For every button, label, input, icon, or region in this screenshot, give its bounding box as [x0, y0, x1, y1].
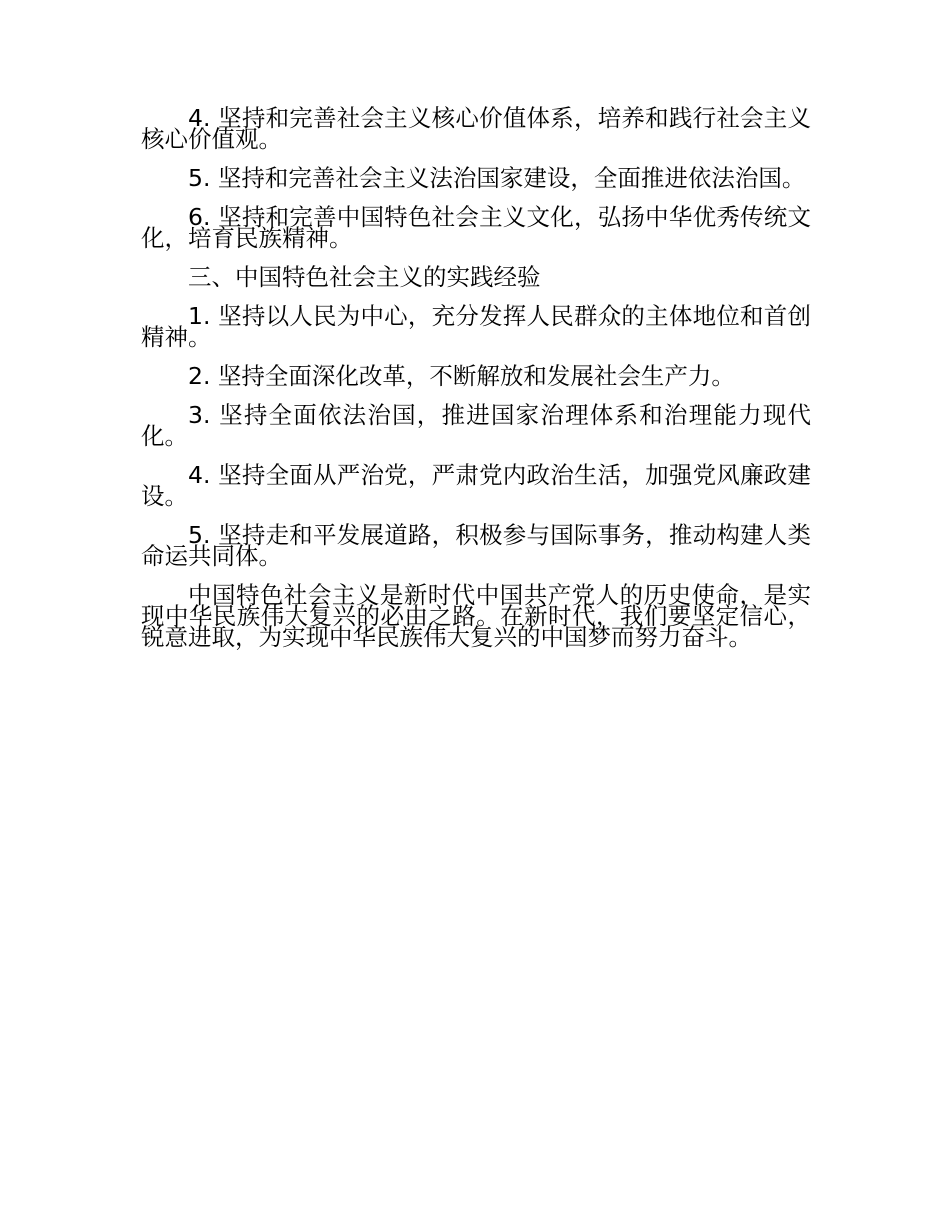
paragraph-item-5: 5. 坚持和完善社会主义法治国家建设，全面推进依法治国。	[188, 164, 806, 192]
conclusion-paragraph: 中国特色社会主义是新时代中国共产党人的历史使命，是实现中华民族伟大复兴的必由之路。在新时代，我们要坚定信心，锐意进取，为实现中华民族伟大复兴的中国梦而努力奋斗。	[141, 581, 811, 651]
experience-item-3: 3. 坚持全面依法治国，推进国家治理体系和治理能力现代化。	[141, 401, 811, 450]
paragraph-item-6: 6. 坚持和完善中国特色社会主义文化，弘扬中华优秀传统文化，培育民族精神。	[141, 203, 811, 252]
section-heading: 三、中国特色社会主义的实践经验	[188, 263, 541, 291]
experience-item-1: 1. 坚持以人民为中心，充分发挥人民群众的主体地位和首创精神。	[141, 302, 811, 351]
experience-item-2: 2. 坚持全面深化改革，不断解放和发展社会生产力。	[188, 362, 735, 390]
paragraph-item-4: 4. 坚持和完善社会主义核心价值体系，培养和践行社会主义核心价值观。	[141, 104, 811, 153]
experience-item-5: 5. 坚持走和平发展道路，积极参与国际事务，推动构建人类命运共同体。	[141, 521, 811, 570]
experience-item-4: 4. 坚持全面从严治党，严肃党内政治生活，加强党风廉政建设。	[141, 461, 811, 510]
document-body	[141, 106, 811, 664]
